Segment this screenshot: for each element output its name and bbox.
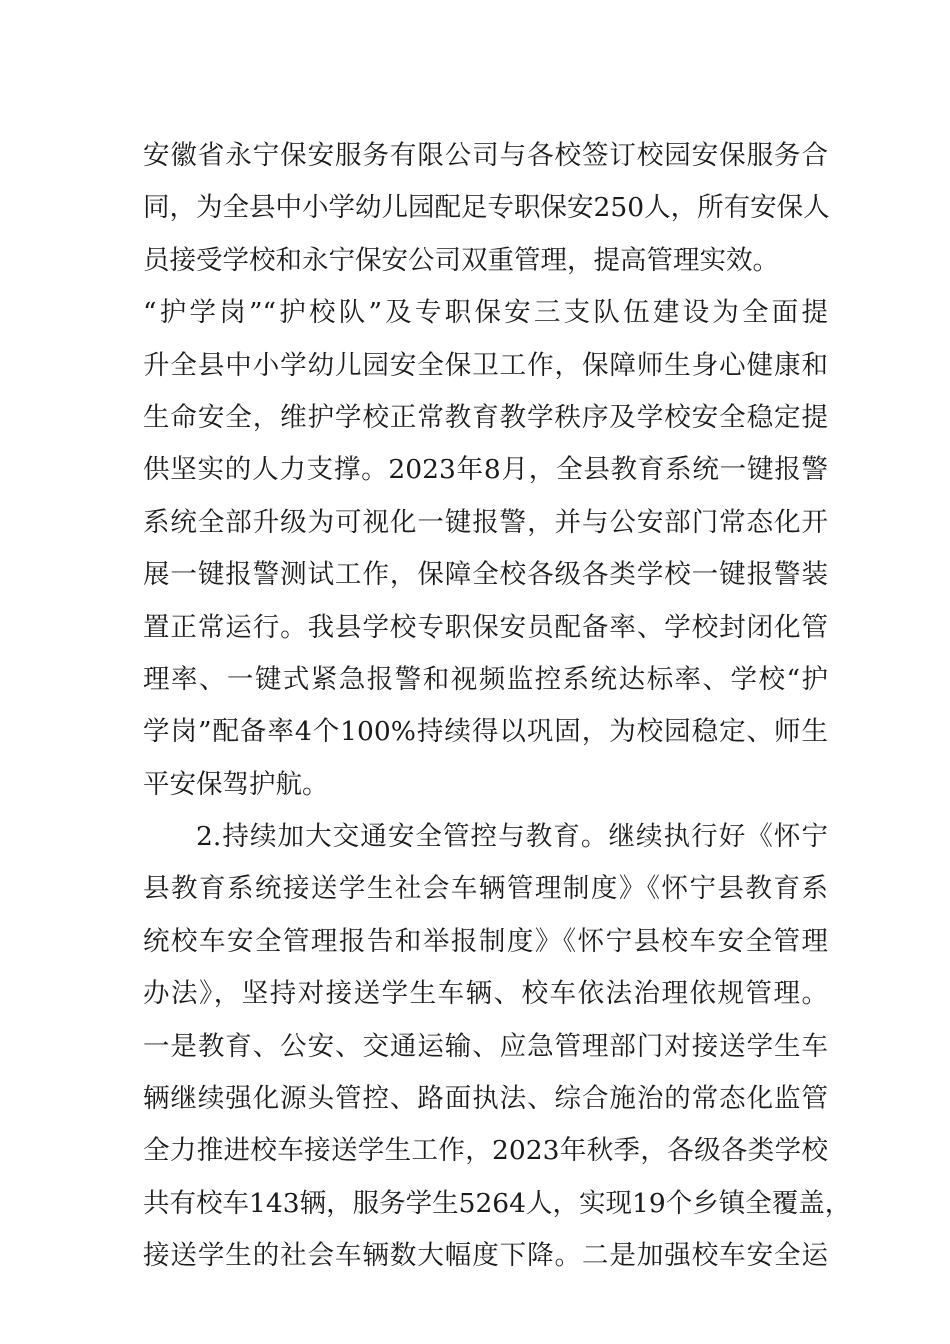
text-line: 平安保驾护航。	[143, 768, 329, 800]
text-line: 办法》，坚持对接送学生车辆、校车依法治理依规管理。	[143, 978, 828, 1010]
text-line: 置正常运行。我县学校专职保安员配备率、学校封闭化管	[143, 611, 828, 643]
text-line: 员接受学校和永宁保安公司双重管理，提高管理实效。	[143, 244, 779, 276]
text-line: 展一键报警测试工作，保障全校各级各类学校一键报警装	[143, 559, 828, 591]
text-line: 同，为全县中小学幼儿园配足专职保安250人，所有安保人	[143, 192, 830, 224]
text-line: 一是教育、公安、交通运输、应急管理部门对接送学生车	[143, 1030, 828, 1062]
text-line: 辆继续强化源头管控、路面执法、综合施治的常态化监管	[143, 1083, 828, 1115]
text-line: 供坚实的人力支撑。2023年8月，全县教育系统一键报警	[143, 454, 828, 486]
text-line: 生命安全，维护学校正常教育教学秩序及学校安全稳定提	[143, 401, 828, 433]
text-line: 安徽省永宁保安服务有限公司与各校签订校园安保服务合	[143, 140, 828, 171]
text-line: 学岗”配备率4个100%持续得以巩固，为校园稳定、师生	[143, 716, 828, 748]
section-heading-line: 2.持续加大交通安全管控与教育。继续执行好《怀宁	[196, 821, 828, 853]
text-line: 县教育系统接送学生社会车辆管理制度》《怀宁县教育系	[143, 873, 828, 905]
body-text	[143, 130, 852, 1283]
text-line: 理率、一键式紧急报警和视频监控系统达标率、学校“护	[143, 663, 828, 695]
text-line: 系统全部升级为可视化一键报警，并与公安部门常态化开	[143, 506, 828, 538]
text-line: 统校车安全管理报告和举报制度》《怀宁县校车安全管理	[143, 925, 828, 957]
text-line: 全力推进校车接送学生工作，2023年秋季，各级各类学校	[143, 1135, 828, 1167]
text-line: 共有校车143辆，服务学生5264人，实现19个乡镇全覆盖，	[143, 1187, 852, 1219]
text-line: 升全县中小学幼儿园安全保卫工作，保障师生身心健康和	[143, 349, 828, 381]
text-line: “护学岗”“护校队”及专职保安三支队伍建设为全面提	[143, 297, 828, 329]
text-line: 接送学生的社会车辆数大幅度下降。二是加强校车安全运	[143, 1240, 828, 1272]
